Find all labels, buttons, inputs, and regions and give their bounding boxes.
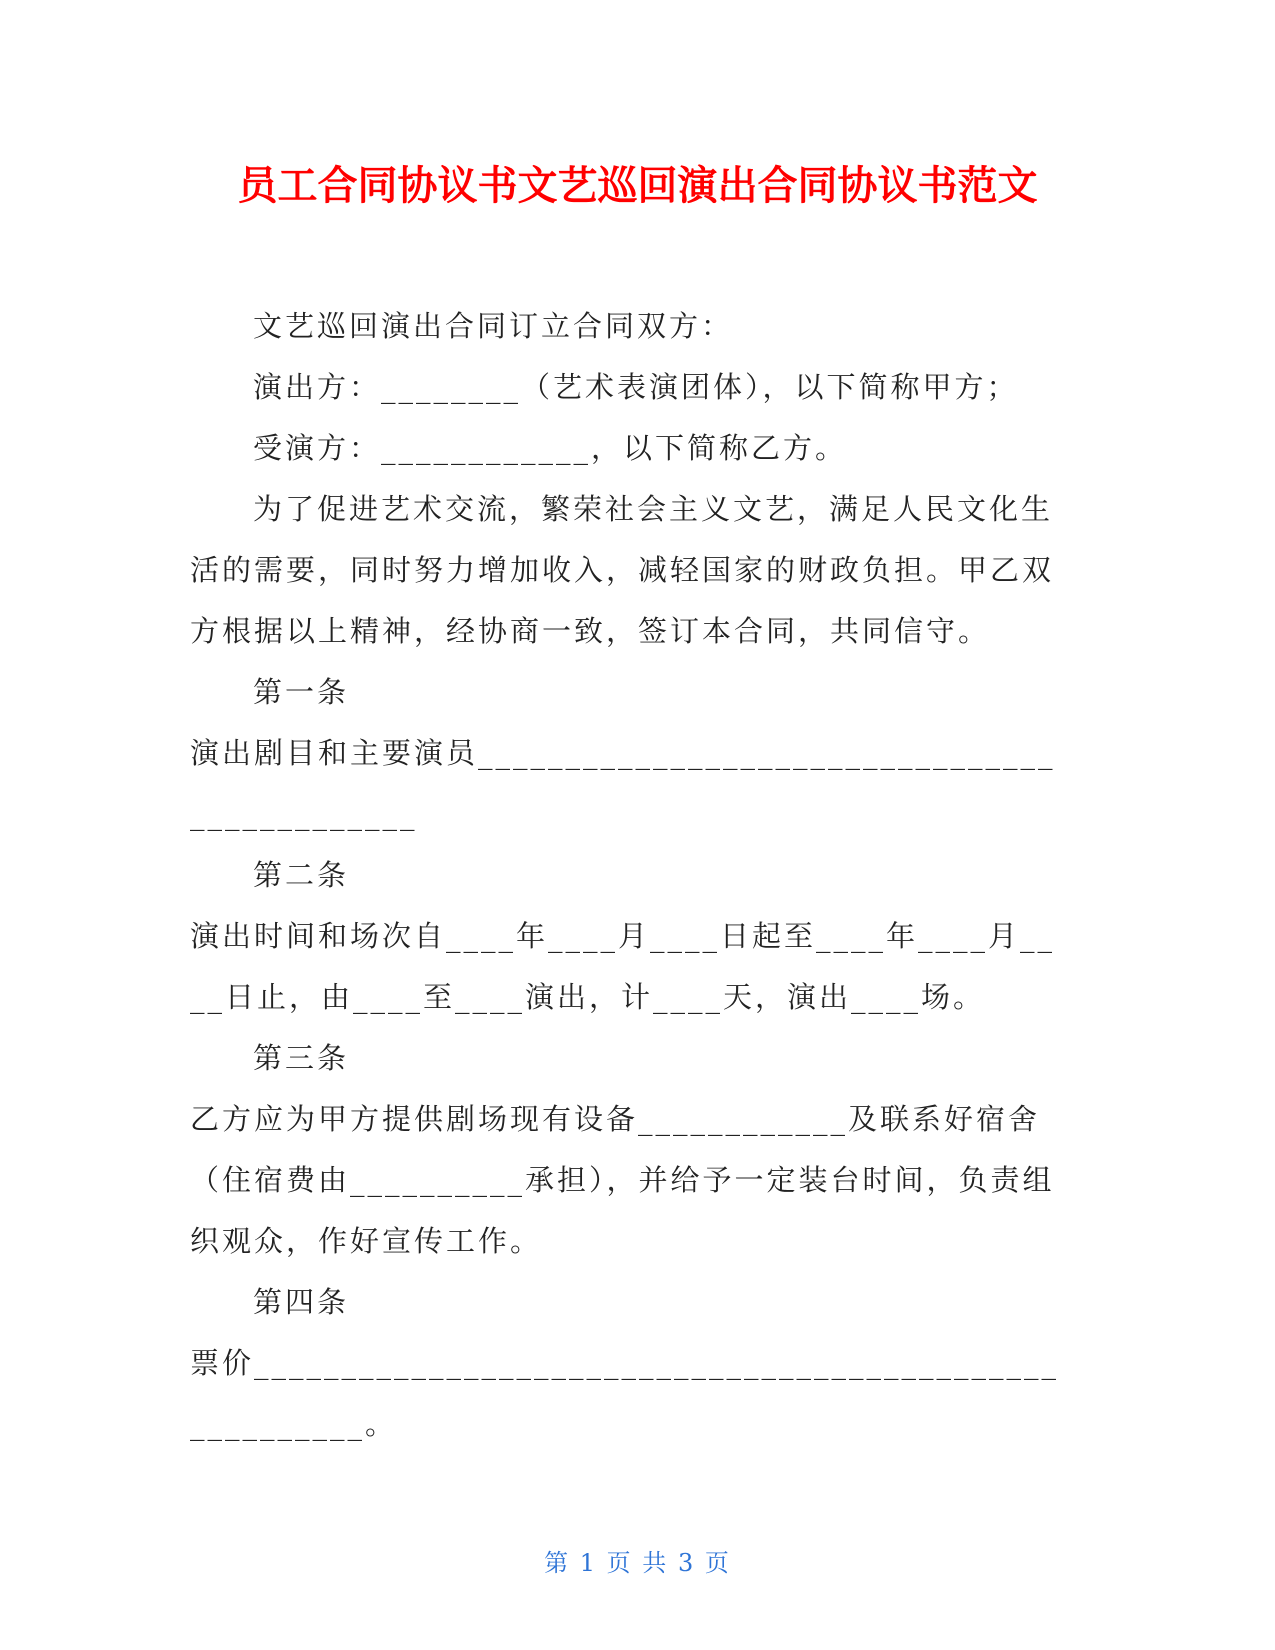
article-1-heading: 第一条 — [253, 675, 350, 709]
article-3-body: 乙方应为甲方提供剧场现有设备____________及联系好宿舍（住宿费由__________承担），并给予一定装台时间，负责组织观众，作好宣传工作。 — [190, 1102, 1055, 1258]
paragraph-purpose: 为了促进艺术交流，繁荣社会主义文艺，满足人民文化生活的需要，同时努力增加收入，减轻国家的财政负担。甲乙双方根据以上精神，经协商一致，签订本合同，共同信守。 — [190, 492, 1055, 648]
article-4-body: 票价________________________________________________________。 — [190, 1346, 1060, 1441]
document-body — [190, 296, 1060, 1455]
page-number-footer: 第 1 页 共 3 页 — [544, 1549, 731, 1577]
document-title: 员工合同协议书文艺巡回演出合同协议书范文 — [237, 163, 1038, 209]
article-2-heading: 第二条 — [253, 858, 350, 892]
article-4-heading: 第四条 — [253, 1285, 350, 1319]
paragraph-party-b: 受演方：____________，以下简称乙方。 — [253, 431, 848, 465]
article-2-body: 演出时间和场次自____年____月____日起至____年____月____日止，由____至____演出，计____天，演出____场。 — [190, 919, 1056, 1014]
paragraph-parties-intro: 文艺巡回演出合同订立合同双方： — [253, 309, 734, 343]
article-3-heading: 第三条 — [253, 1041, 350, 1075]
article-1-body: 演出剧目和主要演员______________________________________________ — [190, 736, 1056, 831]
paragraph-party-a: 演出方：________（艺术表演团体），以下简称甲方； — [253, 370, 1019, 404]
